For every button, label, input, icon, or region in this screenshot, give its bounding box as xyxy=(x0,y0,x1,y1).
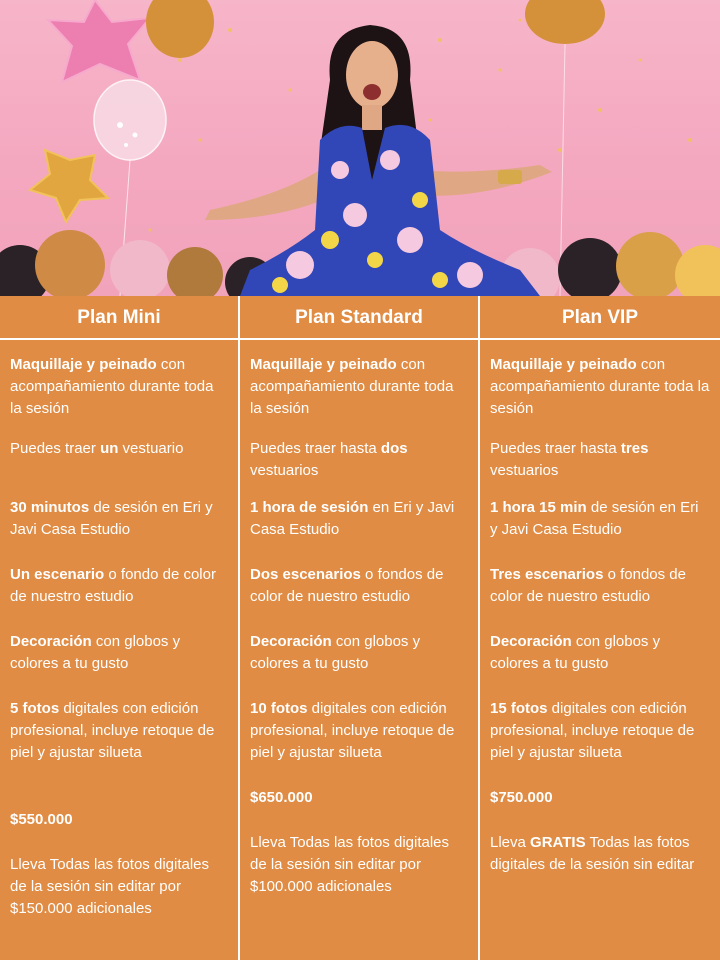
plan-column-mini xyxy=(0,296,240,960)
plans-table xyxy=(0,296,720,960)
plan-feature-photos: 15 fotos digitales con edición profesional, incluye retoque de piel y ajustar silueta xyxy=(490,700,695,761)
plan-price: $550.000 xyxy=(10,811,73,828)
plan-note: Lleva GRATIS Todas las fotos digitales de la sesión sin editar xyxy=(490,834,695,873)
plan-feature-photos: 5 fotos digitales con edición profesional, incluye retoque de piel y ajustar silueta xyxy=(10,700,215,761)
plan-feature-wardrobe: Puedes traer un vestuario xyxy=(10,440,184,457)
plan-feature-makeup: Maquillaje y peinado con acompañamiento durante toda la sesión xyxy=(250,356,454,417)
hero-photo xyxy=(0,0,720,296)
plan-feature-wardrobe: Puedes traer hasta dos vestuarios xyxy=(250,440,408,479)
plan-column-standard xyxy=(240,296,480,960)
woman-figure xyxy=(205,25,552,296)
plan-feature-decoration: Decoración con globos y colores a tu gusto xyxy=(10,633,181,672)
plan-feature-duration: 30 minutos de sesión en Eri y Javi Casa Estudio xyxy=(10,499,213,538)
plan-note: Lleva Todas las fotos digitales de la sesión sin editar por $150.000 adicionales xyxy=(10,856,210,917)
plan-price: $750.000 xyxy=(490,789,553,806)
plan-feature-decoration: Decoración con globos y colores a tu gusto xyxy=(250,633,421,672)
gold-balloon xyxy=(146,0,214,58)
plan-title: Plan VIP xyxy=(480,296,720,340)
plan-feature-scenery: Un escenario o fondo de color de nuestro estudio xyxy=(10,566,216,605)
plan-feature-wardrobe: Puedes traer hasta tres vestuarios xyxy=(490,440,649,479)
plan-feature-decoration: Decoración con globos y colores a tu gusto xyxy=(490,633,661,672)
plan-title: Plan Mini xyxy=(0,296,238,340)
plan-feature-duration: 1 hora 15 min de sesión en Eri y Javi Casa Estudio xyxy=(490,499,699,538)
plan-title: Plan Standard xyxy=(240,296,478,340)
plan-price: $650.000 xyxy=(250,789,313,806)
plan-feature-makeup: Maquillaje y peinado con acompañamiento durante toda la sesión xyxy=(490,356,710,417)
plan-column-vip xyxy=(480,296,720,960)
plan-note: Lleva Todas las fotos digitales de la sesión sin editar por $100.000 adicionales xyxy=(250,834,450,895)
plan-feature-scenery: Dos escenarios o fondos de color de nuestro estudio xyxy=(250,566,444,605)
plan-feature-photos: 10 fotos digitales con edición profesional, incluye retoque de piel y ajustar silueta xyxy=(250,700,455,761)
plan-feature-makeup: Maquillaje y peinado con acompañamiento durante toda la sesión xyxy=(10,356,214,417)
hero-illustration xyxy=(0,0,720,296)
star-balloon xyxy=(48,0,150,82)
plan-feature-duration: 1 hora de sesión en Eri y Javi Casa Estudio xyxy=(250,499,455,538)
plan-feature-scenery: Tres escenarios o fondos de color de nuestro estudio xyxy=(490,566,686,605)
